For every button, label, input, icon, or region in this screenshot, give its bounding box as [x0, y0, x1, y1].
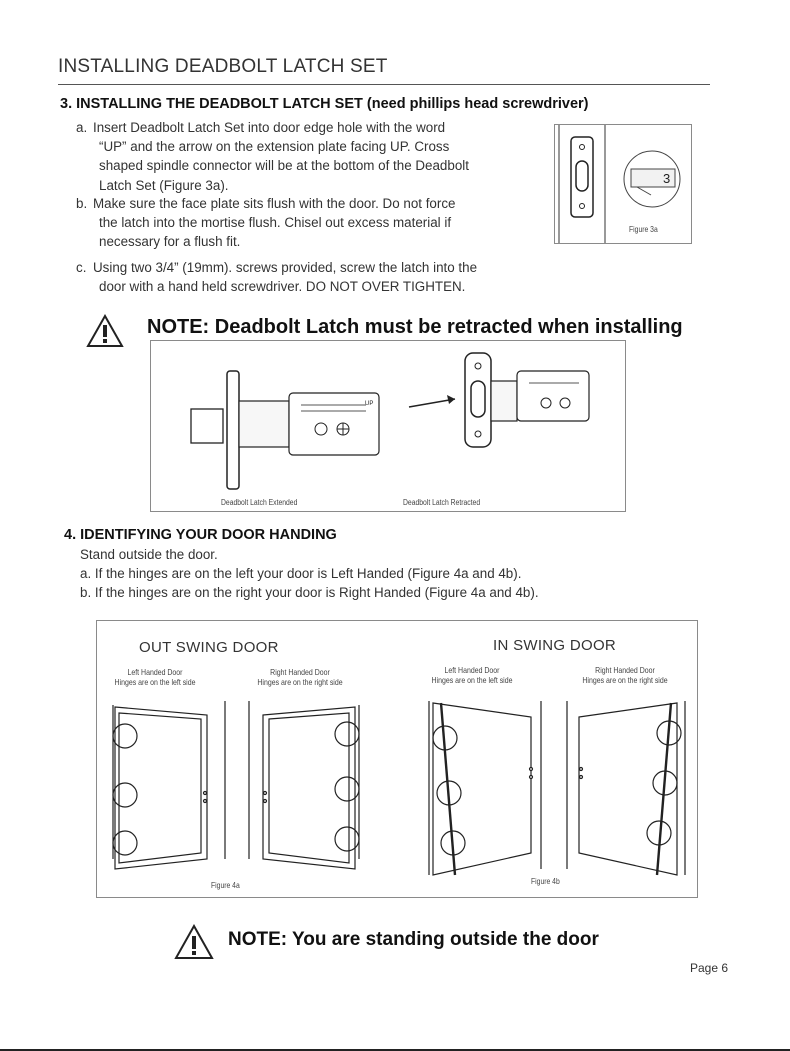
figure-mark-text: 3 [663, 171, 671, 186]
door-subtitle: Hinges are on the left side [431, 675, 513, 685]
door-diagrams [97, 621, 697, 897]
step-label: a. [80, 566, 92, 581]
door-subtitle: Hinges are on the right side [257, 677, 343, 687]
door-subtitle: Hinges are on the left side [114, 677, 196, 687]
step-3c [76, 258, 596, 296]
out-swing-heading: OUT SWING DOOR [139, 639, 279, 656]
latch-extended-retracted-illustration [151, 341, 625, 511]
step-line: “UP” and the arrow on the extension plate facing UP. Cross [99, 139, 450, 155]
door-handing-figure [96, 620, 698, 898]
note-retracted: NOTE: Deadbolt Latch must be retracted when installing [147, 316, 683, 338]
section-4-heading: 4. IDENTIFYING YOUR DOOR HANDING [64, 527, 337, 543]
step-line: Make sure the face plate sits flush with the door. Do not force [93, 196, 456, 211]
step-label: b. [76, 196, 88, 211]
note-standing-outside: NOTE: You are standing outside the door [228, 929, 599, 950]
step-line: necessary for a flush fit. [99, 234, 241, 250]
step-label: b. [80, 585, 92, 600]
figure-3a [554, 124, 692, 244]
step-text: If the hinges are on the left your door is Left Handed (Figure 4a and 4b). [94, 566, 522, 581]
title-divider [58, 84, 710, 85]
section-3-heading: 3. INSTALLING THE DEADBOLT LATCH SET (need phillips head screwdriver) [60, 96, 589, 112]
page-title: INSTALLING DEADBOLT LATCH SET [58, 56, 388, 77]
step-4a [80, 564, 521, 583]
step-line: Using two 3/4” (19mm). screws provided, screw the latch into the [93, 260, 478, 275]
latch-figure [150, 340, 626, 512]
page-number: Page 6 [690, 961, 729, 975]
section-4-intro: Stand outside the door. [80, 547, 218, 562]
figure-4b-caption: Figure 4b [531, 877, 560, 886]
figure-3a-caption: Figure 3a [629, 225, 658, 234]
warning-triangle-icon [174, 924, 214, 960]
caption-extended: Deadbolt Latch Extended [221, 498, 298, 507]
in-swing-right-door [567, 701, 685, 875]
plate-mark-text: UP [365, 401, 374, 407]
figure-4a-caption: Figure 4a [211, 881, 240, 890]
caption-retracted: Deadbolt Latch Retracted [403, 498, 481, 507]
step-line: Latch Set (Figure 3a). [99, 177, 229, 193]
door-title: Left Handed Door [444, 665, 500, 675]
in-swing-left-door [429, 701, 541, 875]
out-swing-left-door [113, 701, 225, 869]
step-3a [76, 118, 546, 195]
door-title: Left Handed Door [127, 667, 183, 677]
step-line: door with a hand held screwdriver. DO NOT OVER TIGHTEN. [99, 279, 466, 295]
door-title: Right Handed Door [270, 667, 330, 677]
step-line: Insert Deadbolt Latch Set into door edge hole with the word [93, 120, 446, 135]
warning-triangle-icon [86, 314, 124, 348]
step-line: shaped spindle connector will be at the bottom of the Deadbolt [99, 158, 469, 174]
door-subtitle: Hinges are on the right side [582, 675, 668, 685]
step-4b [80, 583, 539, 602]
step-text: If the hinges are on the right your door is Right Handed (Figure 4a and 4b). [94, 585, 539, 600]
in-swing-heading: IN SWING DOOR [493, 637, 617, 654]
step-3b [76, 194, 546, 252]
out-swing-right-door [249, 701, 359, 869]
step-label: a. [76, 120, 88, 135]
door-edge-latch-illustration [555, 125, 691, 243]
door-title: Right Handed Door [595, 665, 655, 675]
step-label: c. [76, 260, 87, 275]
step-line: the latch into the mortise flush. Chisel out excess material if [99, 215, 452, 231]
